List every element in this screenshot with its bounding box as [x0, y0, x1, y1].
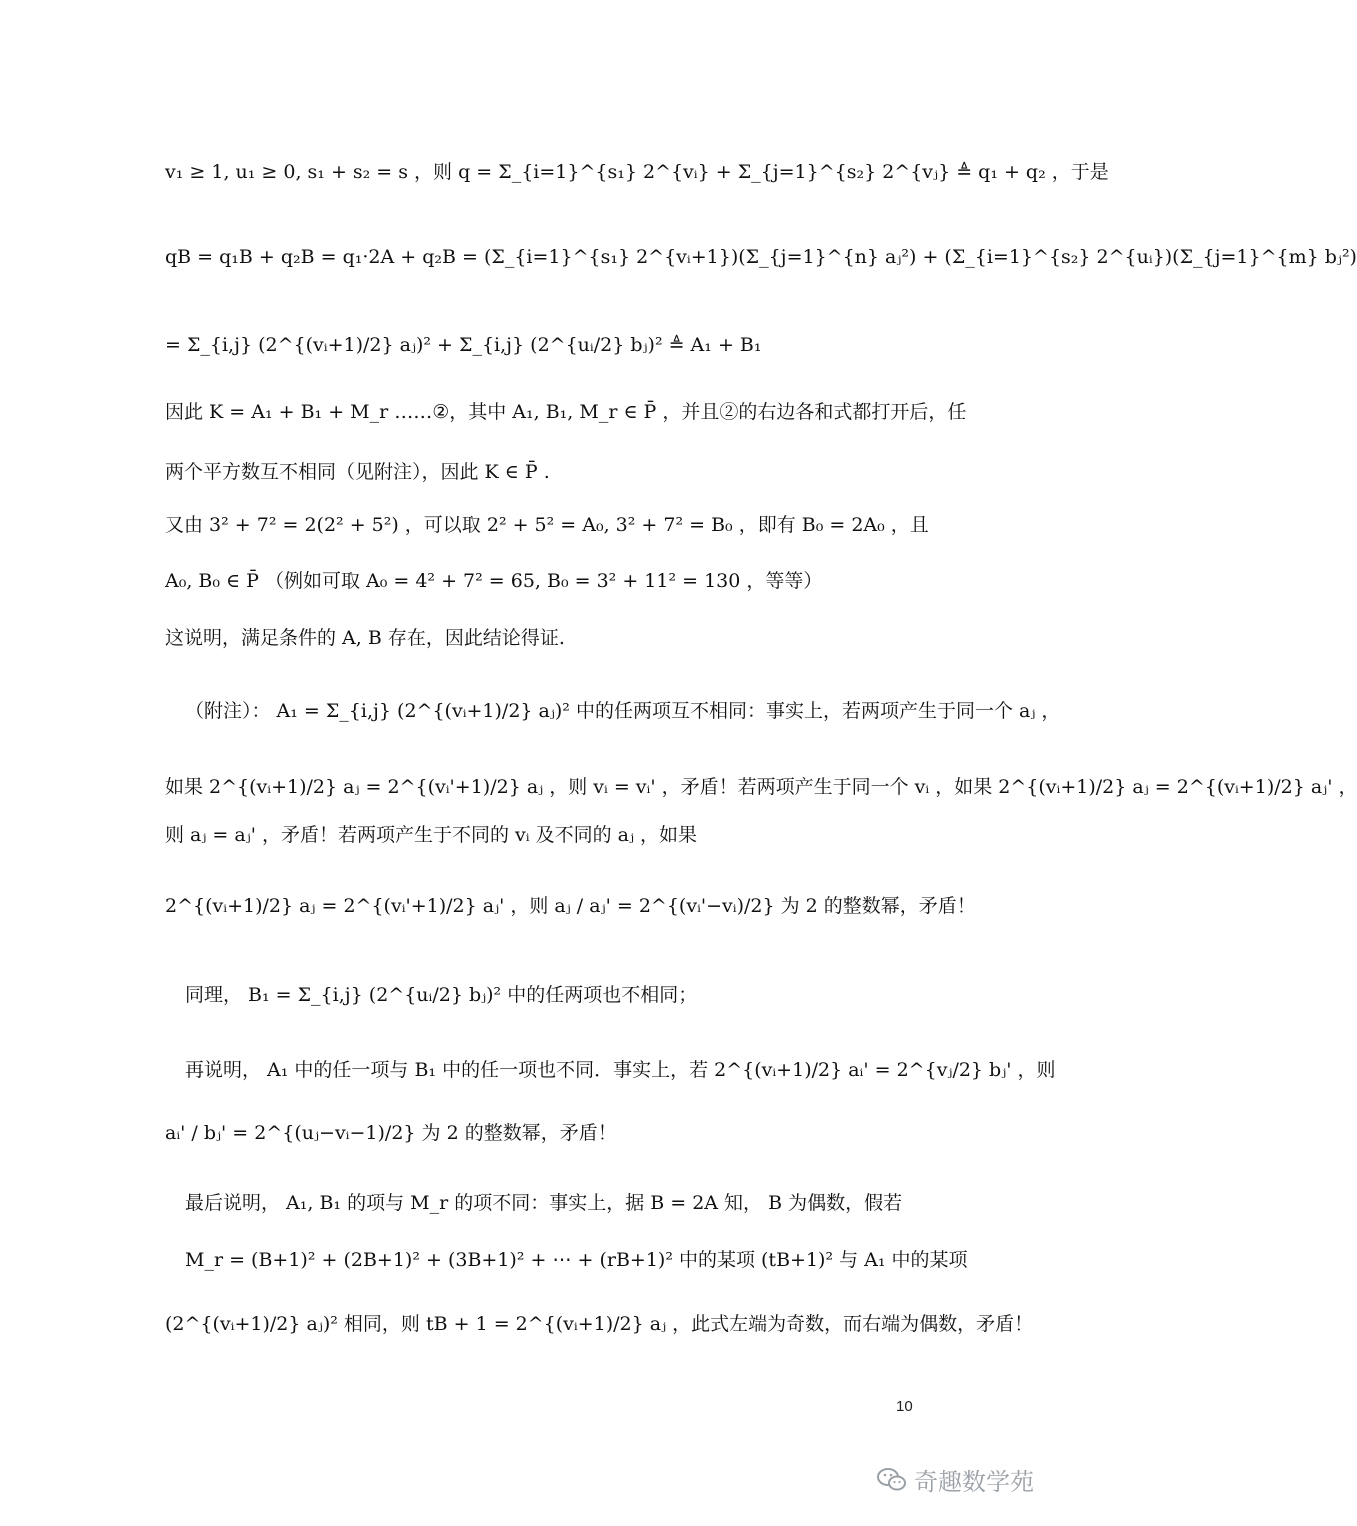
- text-line-7: A₀, B₀ ∈ P̄ （例如可取 A₀ = 4² + 7² = 65, B₀ = 3² + 11² = 130 ，等等）: [165, 570, 823, 592]
- note-line-12: 2^{(vᵢ+1)/2} aⱼ = 2^{(vᵢ'+1)/2} aⱼ' ，则 aⱼ / aⱼ' = 2^{(vᵢ'−vᵢ)/2} 为 2 的整数幂，矛盾！: [165, 895, 976, 917]
- note-line-15: aᵢ' / bⱼ' = 2^{(uⱼ−vᵢ−1)/2} 为 2 的整数幂，矛盾！: [165, 1122, 617, 1144]
- note-line-14: 再说明， A₁ 中的任一项与 B₁ 中的任一项也不同．事实上，若 2^{(vᵢ+1)/2} aᵢ' = 2^{vⱼ/2} bⱼ' ，则: [185, 1059, 1056, 1081]
- note-line-9: （附注）： A₁ = Σ_{i,j} (2^{(vᵢ+1)/2} aⱼ)² 中的任两项互不相同：事实上，若两项产生于同一个 aⱼ ，: [185, 700, 1061, 722]
- watermark: [876, 1462, 1034, 1497]
- wechat-icon: [876, 1466, 908, 1494]
- page-number: 10: [896, 1398, 913, 1415]
- note-line-13: 同理， B₁ = Σ_{i,j} (2^{uᵢ/2} bⱼ)² 中的任两项也不相同；: [185, 984, 698, 1006]
- text-line-5: 两个平方数互不相同（见附注），因此 K ∈ P̄ .: [165, 461, 550, 483]
- text-line-4: 因此 K = A₁ + B₁ + M_r ……②，其中 A₁, B₁, M_r ∈ P̄ ，并且②的右边各和式都打开后，任: [165, 401, 967, 423]
- text-line-6: 又由 3² + 7² = 2(2² + 5²) ，可以取 2² + 5² = A₀, 3² + 7² = B₀ ，即有 B₀ = 2A₀ ，且: [165, 514, 929, 536]
- watermark-text: 奇趣数学苑: [914, 1468, 1034, 1496]
- note-line-18: (2^{(vᵢ+1)/2} aⱼ)² 相同，则 tB + 1 = 2^{(vᵢ+1)/2} aⱼ ，此式左端为奇数，而右端为偶数，矛盾！: [165, 1313, 1034, 1335]
- text-line-8: 这说明，满足条件的 A, B 存在，因此结论得证.: [165, 627, 565, 649]
- math-line-3: = Σ_{i,j} (2^{(vᵢ+1)/2} aⱼ)² + Σ_{i,j} (2^{uᵢ/2} bⱼ)² ≜ A₁ + B₁: [165, 334, 762, 356]
- math-line-1: v₁ ≥ 1, u₁ ≥ 0, s₁ + s₂ = s ，则 q = Σ_{i=1}^{s₁} 2^{vᵢ} + Σ_{j=1}^{s₂} 2^{vⱼ} ≜ q₁ + q₂ ，于是: [165, 161, 1109, 183]
- note-line-16: 最后说明， A₁, B₁ 的项与 M_r 的项不同：事实上，据 B = 2A 知， B 为偶数，假若: [185, 1192, 903, 1214]
- note-line-11: 则 aⱼ = aⱼ' ，矛盾！若两项产生于不同的 vᵢ 及不同的 aⱼ ，如果: [165, 824, 698, 846]
- math-line-2: qB = q₁B + q₂B = q₁·2A + q₂B = (Σ_{i=1}^{s₁} 2^{vᵢ+1})(Σ_{j=1}^{n} aⱼ²) + (Σ_{i=1}^{s₂} 2^{uᵢ})(Σ_{j=1}^{m} bⱼ²): [165, 246, 1357, 268]
- note-line-17: M_r = (B+1)² + (2B+1)² + (3B+1)² + ⋯ + (rB+1)² 中的某项 (tB+1)² 与 A₁ 中的某项: [185, 1249, 968, 1271]
- note-line-10: 如果 2^{(vᵢ+1)/2} aⱼ = 2^{(vᵢ'+1)/2} aⱼ ，则 vᵢ = vᵢ' ，矛盾！若两项产生于同一个 vᵢ ，如果 2^{(vᵢ+1)/2} aⱼ = 2^{(vᵢ+1)/2} aⱼ' ，: [165, 776, 1357, 798]
